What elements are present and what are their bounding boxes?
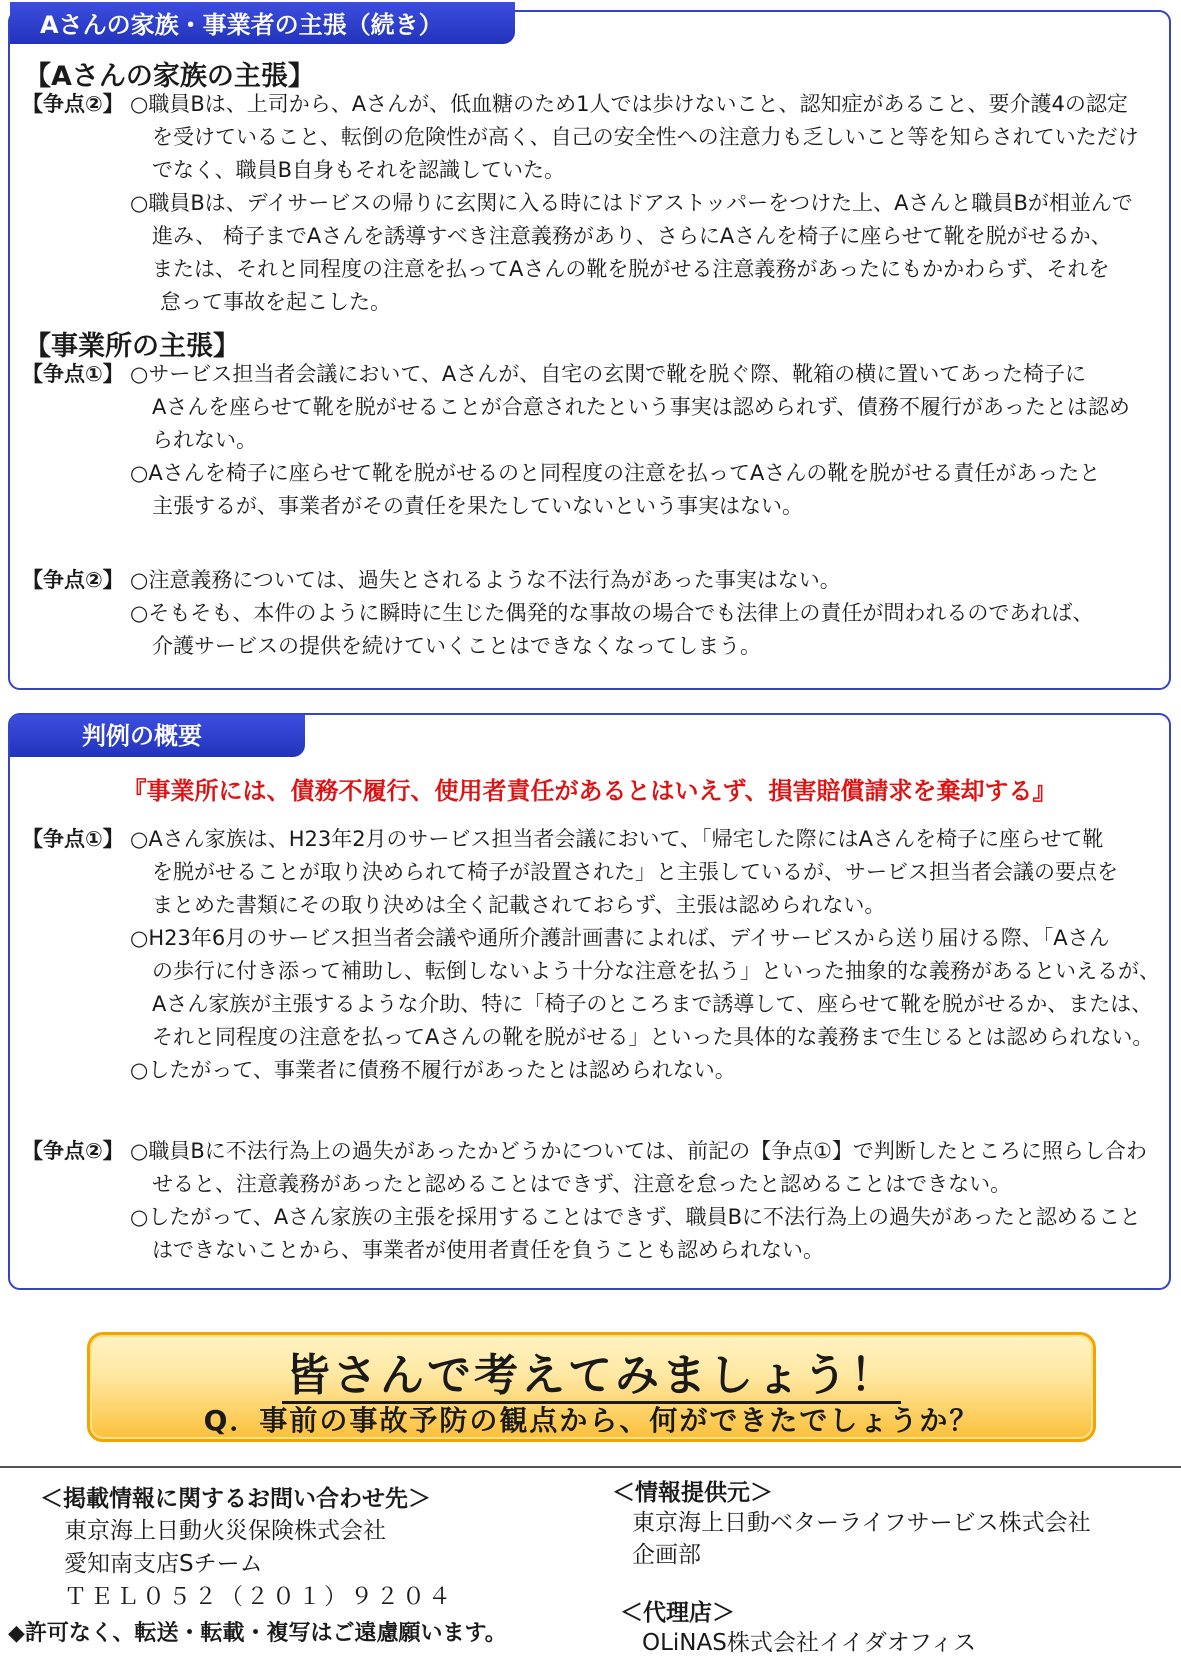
source-heading: ＜情報提供元＞	[612, 1480, 773, 1506]
agent-heading: ＜代理店＞	[620, 1600, 735, 1626]
text-line: 進み、 椅子までAさんを誘導すべき注意義務があり、さらにAさんを椅子に座らせて靴を脱がせるか、	[152, 224, 1112, 248]
text-line: せると、注意義務があったと認めることはできず、注意を怠ったと認めることはできない。	[152, 1172, 1012, 1196]
text-line: または、それと同程度の注意を払ってAさんの靴を脱がせる注意義務があったにもかかわらず、それを	[152, 257, 1110, 281]
text-line: ○サービス担当者会議において、Aさんが、自宅の玄関で靴を脱ぐ際、靴箱の横に置いてあった椅子に	[130, 362, 1087, 386]
office-issue-1-label: 【争点①】	[22, 362, 124, 386]
text-line: ○Aさん家族は、H23年2月のサービス担当者会議において、「帰宅した際にはAさんを椅子に座らせて靴	[130, 827, 1104, 851]
text-line: 怠って事故を起こした。	[160, 290, 391, 314]
source-company: 東京海上日動ベターライフサービス株式会社	[632, 1510, 1091, 1536]
text-line: ○H23年6月のサービス担当者会議や通所介護計画書によれば、デイサービスから送り届ける際、「Aさん	[130, 926, 1110, 950]
text-line: 介護サービスの提供を続けていくことはできなくなってしまう。	[152, 634, 761, 658]
text-line: の歩行に付き添って補助し、転倒しないよう十分な注意を払う」といった抽象的な義務があるといえるが、	[152, 959, 1160, 983]
text-line: ○したがって、事業者に債務不履行があったとは認められない。	[130, 1058, 736, 1082]
footer-divider	[0, 1466, 1181, 1468]
text-line: Aさんを座らせて靴を脱がせることが合意されたという事実は認められず、債務不履行があったとは認め	[152, 395, 1130, 419]
text-line: られない。	[152, 428, 257, 452]
text-line: はできないことから、事業者が使用者責任を負うことも認められない。	[152, 1238, 824, 1262]
discussion-title-text: 皆さんで考えてみましょう！	[282, 1350, 901, 1404]
copy-notice: ◆許可なく、転送・転載・複写はご遠慮願います。	[8, 1621, 507, 1646]
ruling-issue-1-text	[130, 823, 1160, 1087]
discussion-banner	[87, 1332, 1096, 1442]
contact-branch: 愛知南支店Sチーム	[64, 1551, 263, 1577]
office-claims-heading: 【事業所の主張】	[24, 331, 240, 362]
source-department: 企画部	[632, 1542, 701, 1568]
office-issue-1-text	[130, 358, 1130, 523]
family-claims-heading: 【Aさんの家族の主張】	[24, 61, 315, 92]
text-line: ○Aさんを椅子に座らせて靴を脱がせるのと同程度の注意を払ってAさんの靴を脱がせる責任があったと	[130, 461, 1101, 485]
family-issue-2-label: 【争点②】	[22, 92, 124, 116]
ruling-issue-2-label: 【争点②】	[22, 1139, 124, 1163]
text-line: まとめた書類にその取り決めは全く記載されておらず、主張は認められない。	[152, 893, 886, 917]
discussion-question: Q．事前の事故予防の観点から、何ができたでしょうか？	[203, 1404, 980, 1437]
text-line: を脱がせることが取り決められて椅子が設置された」と主張しているが、サービス担当者会議の要点を	[152, 860, 1118, 884]
text-line: それと同程度の注意を払ってAさんの靴を脱がせる」といった具体的な義務まで生じるとは認められない。	[152, 1025, 1154, 1049]
text-line: ○職員Bに不法行為上の過失があったかどうかについては、前記の【争点①】で判断したところに照らし合わ	[130, 1139, 1147, 1163]
family-claims-text	[130, 88, 1139, 319]
text-line: 主張するが、事業者がその責任を果たしていないという事実はない。	[152, 494, 803, 518]
office-issue-2-label: 【争点②】	[22, 568, 124, 592]
text-line: でなく、職員B自身もそれを認識していた。	[152, 158, 565, 182]
text-line: を受けていること、転倒の危険性が高く、自己の安全性への注意力も乏しいこと等を知らされていただけ	[152, 125, 1139, 149]
text-line: ○そもそも、本件のように瞬時に生じた偶発的な事故の場合でも法律上の責任が問われるのであれば、	[130, 601, 1094, 625]
text-line: Aさん家族が主張するような介助、特に「椅子のところまで誘導して、座らせて靴を脱がせるか、または、	[152, 992, 1153, 1016]
agent-name: OLiNAS株式会社イイダオフィス	[642, 1630, 977, 1656]
text-line: ○職員Bは、デイサービスの帰りに玄関に入る時にはドアストッパーをつけた上、Aさんと職員Bが相並んで	[130, 191, 1133, 215]
claims-section-tab: Aさんの家族・事業者の主張（続き）	[10, 2, 515, 44]
ruling-issue-1-label: 【争点①】	[22, 827, 124, 851]
contact-heading: ＜掲載情報に関するお問い合わせ先＞	[40, 1486, 431, 1512]
contact-company: 東京海上日動火災保険株式会社	[64, 1518, 386, 1544]
ruling-section	[8, 713, 1171, 1290]
text-line: ○したがって、Aさん家族の主張を採用することはできず、職員Bに不法行為上の過失があったと認めること	[130, 1205, 1141, 1229]
contact-phone: ＴＥＬ０５２（２０１）９２０４	[64, 1584, 454, 1610]
ruling-section-tab: 判例の概要	[10, 715, 305, 757]
office-issue-2-text	[130, 564, 1093, 663]
ruling-verdict: 『事業所には、債務不履行、使用者責任があるとはいえず、損害賠償請求を棄却する』	[122, 777, 1057, 805]
discussion-title	[90, 1339, 1093, 1403]
text-line: ○注意義務については、過失とされるような不法行為があった事実はない。	[130, 568, 841, 592]
claims-section	[8, 10, 1171, 690]
ruling-issue-2-text	[130, 1135, 1147, 1267]
text-line: ○職員Bは、上司から、Aさんが、低血糖のため1人では歩けないこと、認知症があること、要介護4の認定	[130, 92, 1128, 116]
